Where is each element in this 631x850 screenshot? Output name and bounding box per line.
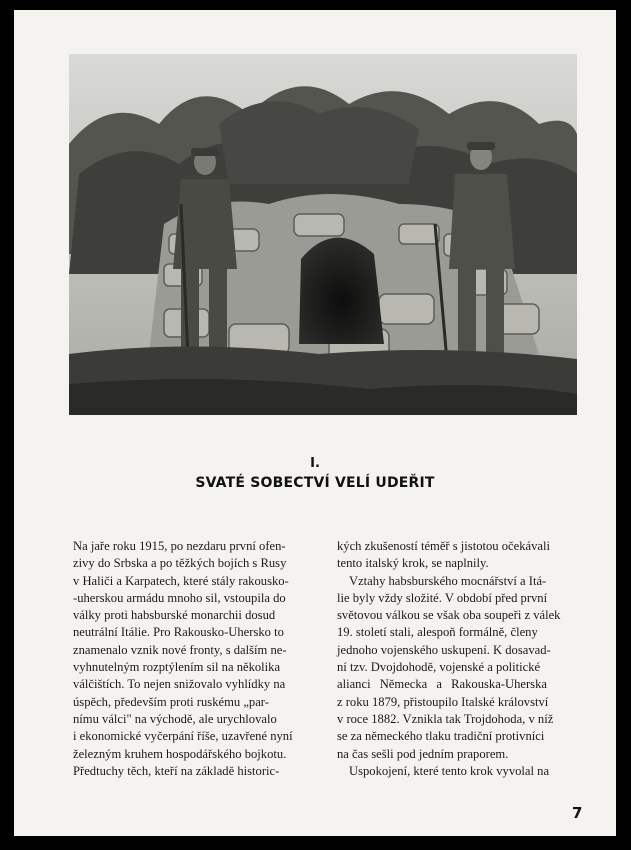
- text-line: války proti habsburské monarchii dosud: [73, 608, 276, 623]
- text-line: 19. století stali, alespoň formálně, členy: [337, 625, 538, 640]
- text-line: tento italský krok, se naplnily.: [337, 556, 489, 571]
- text-line: Na jaře roku 1915, po nezdaru první ofen-: [73, 539, 286, 553]
- page-number: 7: [572, 804, 583, 822]
- text-line: zivy do Srbska a po těžkých bojích s Rusy: [73, 556, 287, 571]
- text-column-right: [337, 538, 583, 780]
- chapter-title: SVATÉ SOBECTVÍ VELÍ UDEŘIT: [195, 475, 435, 491]
- text-line: železným kruhem hospodářského bojkotu.: [73, 746, 287, 761]
- text-line: na čas sešli pod jedním praporem.: [337, 746, 509, 761]
- text-line: kých zkušeností téměř s jistotou očekávali: [337, 539, 550, 553]
- text-line: znamenalo vznik nové fronty, s dalším ne-: [73, 642, 287, 657]
- text-line: světovou válkou se však oba soupeři z válek: [337, 608, 561, 623]
- text-line: ní tzv. Dvojdohodě, vojenské a politické: [337, 660, 541, 675]
- book-page: [14, 10, 616, 836]
- text-line: v roce 1882. Vznikla tak Trojdohoda, v níž: [337, 711, 554, 726]
- text-line: nímu válci" na východě, ale urychlovalo: [73, 711, 277, 726]
- text-line: se za německého tlaku tradiční protivníci: [337, 729, 545, 744]
- text-line: válčištích. To nejen snižovalo vyhlídky na: [73, 677, 286, 692]
- text-line: Předtuchy těch, kteří na základě historic-: [73, 763, 280, 778]
- text-line: vyhnutelným rozptýlením sil na několika: [73, 660, 281, 675]
- historical-photograph: [69, 54, 577, 415]
- text-line: úspěch, především proti ruskému „par-: [73, 694, 269, 709]
- text-line: neutrální Itálie. Pro Rakousko-Uhersko to: [73, 625, 284, 640]
- text-column-left: [73, 538, 333, 780]
- text-line: -uherskou armádu mnoho sil, vstoupila do: [73, 590, 286, 605]
- text-line: alianci Německa a Rakouska-Uherska: [337, 677, 547, 692]
- photo-soldiers-at-stone-shelter: [69, 54, 577, 415]
- text-line: Vztahy habsburského mocnářství a Itá-: [349, 573, 547, 588]
- chapter-number: I.: [310, 456, 320, 471]
- text-line: jednoho vojenského uskupení. K dosavad-: [337, 642, 551, 657]
- text-line: Uspokojení, které tento krok vyvolal na: [349, 763, 550, 778]
- text-line: v Haliči a Karpatech, které stály rakousko-: [73, 573, 289, 588]
- text-line: z roku 1879, přistoupilo Italské království: [337, 694, 549, 709]
- text-line: lie byly vždy složité. V období před první: [337, 590, 548, 605]
- text-line: i ekonomické vyčerpání říše, uzavřené nyní: [73, 729, 293, 744]
